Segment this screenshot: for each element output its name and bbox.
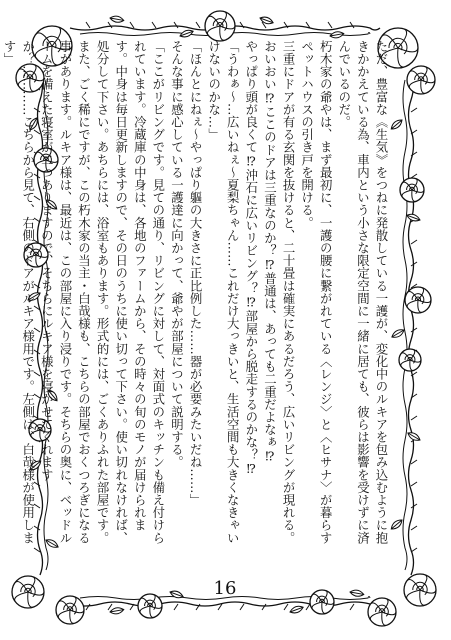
thorn: [108, 22, 112, 28]
thorn: [174, 22, 178, 28]
rose: [205, 11, 235, 41]
thorn: [262, 604, 266, 610]
leaf: [390, 327, 405, 339]
rose: [12, 576, 44, 608]
rose: [310, 590, 334, 614]
leaf: [179, 28, 194, 38]
thorn: [411, 108, 417, 112]
thorn: [240, 22, 244, 28]
rose: [368, 598, 396, 626]
paragraph: 朽木家の爺やは、まず最初に、一護の腰に繋がれている〈レンジ〉と〈ヒサナ〉が暮らすペットハウスの引き戸を開ける。: [299, 40, 334, 544]
leaf: [406, 212, 421, 222]
rose: [56, 596, 84, 624]
rose: [138, 594, 162, 618]
rose: [400, 178, 424, 202]
thorn: [86, 22, 90, 28]
thorn: [240, 604, 244, 610]
thorn: [411, 460, 417, 464]
leaf: [349, 589, 364, 597]
leaf: [109, 15, 124, 23]
thorn: [152, 22, 156, 28]
leaf: [389, 118, 404, 132]
leaf: [169, 589, 184, 599]
leaf: [329, 31, 344, 39]
paragraph: 「ほんとにねぇ〜やっぱり軀の大きさに正比例した……器が必要みたいだね……」: [188, 40, 204, 507]
thorn: [350, 22, 354, 28]
leaf: [259, 15, 274, 25]
thorn: [411, 482, 417, 486]
thorn: [196, 22, 200, 28]
vertical-body-text: [2, 40, 390, 552]
paragraph: 三重にドアが有る玄関を抜けると、二十畳は確実にあるだろう、広いリビングが現れる。: [281, 40, 297, 544]
paragraph: 「ここがリビングです。見ての通り、リビングに対して、対面式のキッチンも備え付けられています。冷蔵庫の中身は、各地のファームから、その時々の旬のモノが届けられます。中身は毎日更新しますので、その日のうちに使い切って下さい。使い切れなければ、処分して下さい。あちらには、浴室もあります。形式的には、ごくありふれた部屋です。また、ごく稀にですが、この朽木家の当主・白哉様も、こちらの部屋でおくつろぎになる事があります。ルキア様は、最近は、この部屋に入り浸りです。そちらの奥に、ベッドルームを備えた寝室が二つありますので、そちらにルキア様を寝かせてくれますか？…………こちらから見て、右側のドアがルキア様用です。左側は、白哉様が使用します」: [2, 40, 166, 544]
thorn: [411, 548, 417, 552]
vine-right-inner: [403, 80, 407, 570]
thorn: [411, 416, 417, 420]
thorn: [411, 240, 417, 244]
leaf: [289, 604, 304, 614]
rose: [399, 349, 421, 371]
thorn: [411, 152, 417, 156]
vine-right: [409, 70, 414, 575]
thorn: [411, 526, 417, 530]
paragraph: ただ、豊富な《生気》をつねに発散している一護が、変化中のルキアを包み込むように抱きかかえている為、車内という小さな限定空間に一緒に居ても、彼らは影響を受けずに済んでいるのだ。: [336, 40, 389, 544]
paragraph: そんな事に感心している一護達に向かって、爺やが部屋について説明する。: [169, 40, 185, 469]
paragraph: おいおい⁉ここのドアは三重なのか？⁉普通は、あっても二重だよなぁ⁉: [262, 40, 278, 464]
thorn: [328, 22, 332, 28]
rose: [404, 574, 436, 606]
leaf: [109, 607, 124, 615]
thorn: [86, 604, 90, 610]
thorn: [306, 604, 310, 610]
paragraph: 「うわぁ〜…広いねぇ〜夏梨ちゃん……これだけ大っきいと、生活空間も大きくなきゃいけないのかな…」: [206, 40, 241, 544]
rose: [407, 66, 435, 94]
leaf: [389, 518, 404, 532]
thorn: [174, 604, 178, 610]
thorn: [284, 604, 288, 610]
thorn: [350, 604, 354, 610]
page-number: 16: [213, 578, 237, 599]
thorn: [130, 22, 134, 28]
rose: [405, 287, 431, 313]
paragraph: やっぱり頭が良くて⁉沖石に広いリビング？⁉部屋から脱走するのかな？⁉: [243, 40, 259, 477]
thorn: [108, 604, 112, 610]
